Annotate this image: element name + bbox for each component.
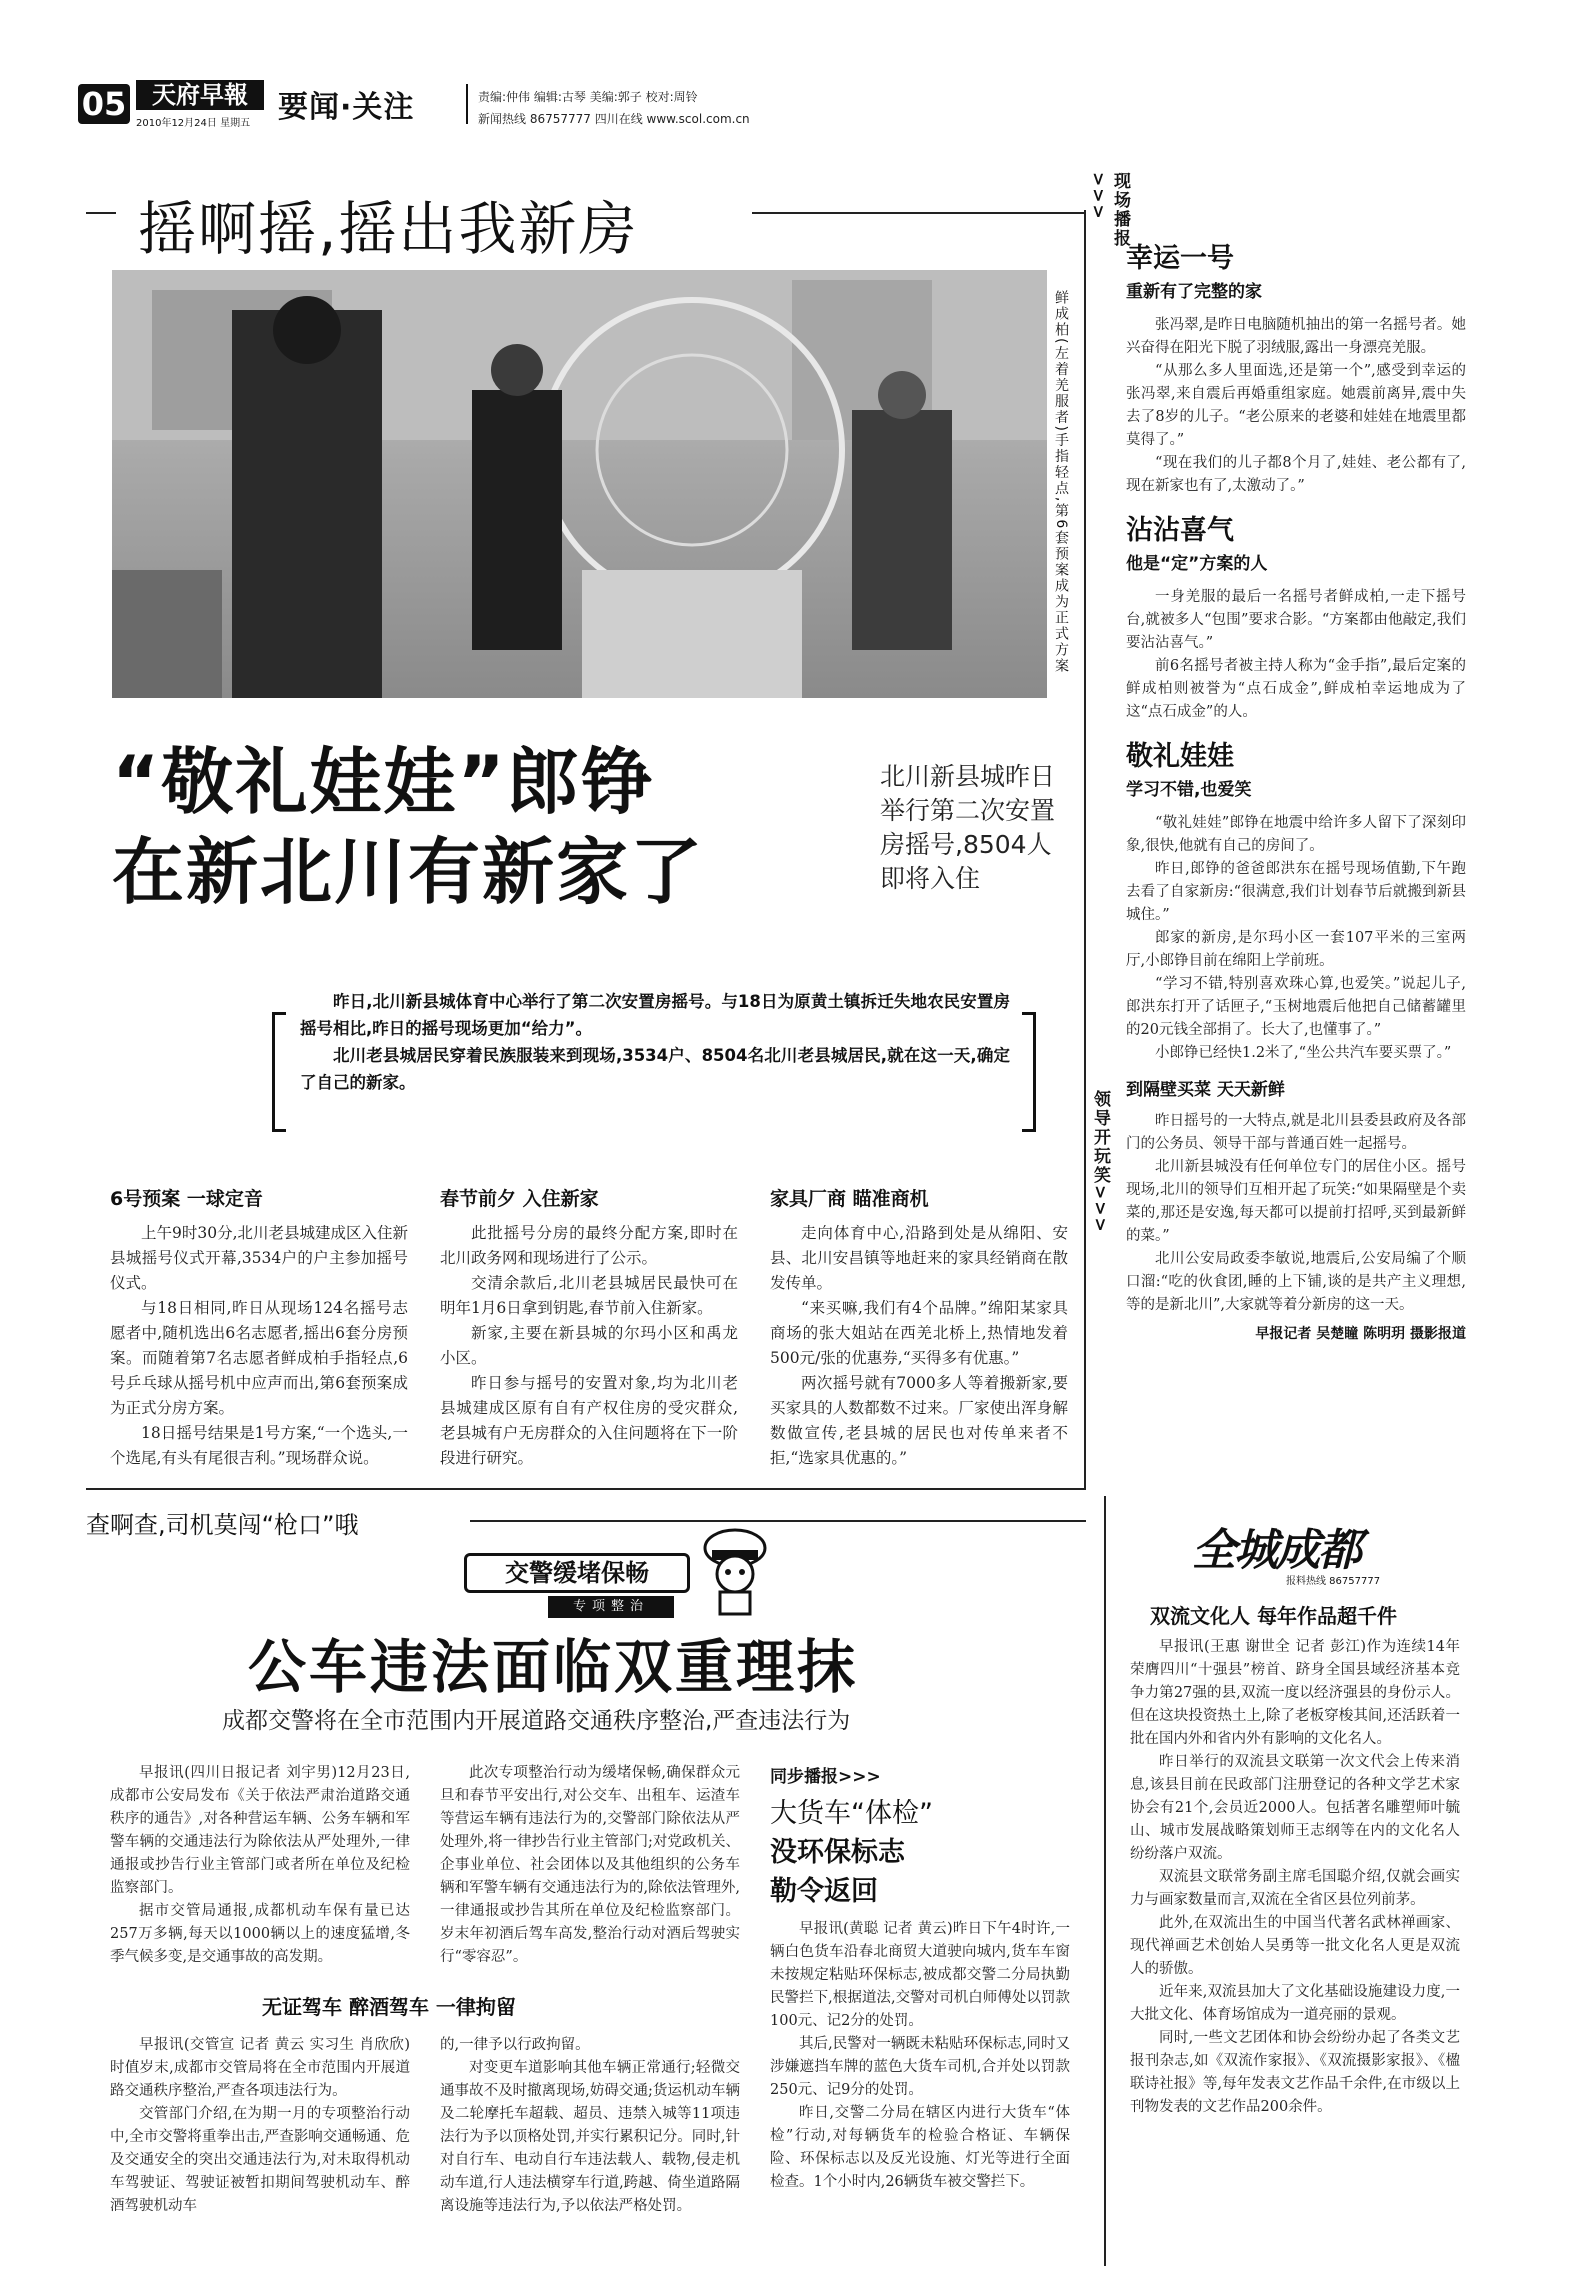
sidebar-paragraph: 张冯翠,是昨日电脑随机抽出的第一名摇号者。她兴奋得在阳光下脱了羽绒服,露出一身漂亮羌服。 xyxy=(1126,317,1466,356)
lead-bracket-right xyxy=(1022,1012,1036,1132)
bottom-paragraph: 据市交管局通报,成都机动车保有量已达257万多辆,每天以1000辆以上的速度猛增,冬季气候多变,是交通事故的高发期。 xyxy=(110,1903,410,1965)
column-paragraph: 走向体育中心,沿路到处是从绵阳、安县、北川安昌镇等地赶来的家具经销商在散发传单。 xyxy=(770,1224,1068,1292)
side-news-label: 同步播报>>> xyxy=(770,1767,881,1787)
sidebar-paragraph: “从那么多人里面选,还是第一个”,感受到幸运的张冯翠,来自震后再婚重组家庭。她震前离异,震中失去了8岁的儿子。“老公原来的老婆和娃娃在地震里都莫得了。” xyxy=(1126,363,1466,448)
header-divider xyxy=(466,84,468,124)
sidebar-paragraph: “敬礼娃娃”郎铮在地震中给许多人留下了深刻印象,很快,他就有自己的房间了。 xyxy=(1126,815,1466,854)
city-column-hotline: 报料热线 86757777 xyxy=(1286,1576,1381,1587)
bottom-subheadline: 成都交警将在全市范围内开展道路交通秩序整治,严查违法行为 xyxy=(222,1708,851,1734)
lead-paragraph-1: 昨日,北川新县城体育中心举行了第二次安置房摇号。与18日为原黄土镇拆迁失地农民安置房摇号相比,昨日的摇号现场更加“给力”。 xyxy=(300,992,1010,1038)
sidebar-paragraph: 小郎铮已经快1.2米了,“坐公共汽车要买票了。” xyxy=(1155,1045,1452,1061)
sidebar-section-title: 沾沾喜气 xyxy=(1126,515,1234,546)
sidebar-paragraph: 昨日,郎铮的爸爸郎洪东在摇号现场值勤,下午跑去看了自家新房:“很满意,我们计划春节后就搬到新县城住。” xyxy=(1126,861,1466,923)
bottom-paragraph: 此次专项整治行动为缓堵保畅,确保群众元旦和春节平安出行,对公交车、出租车、运渣车等营运车辆有违法行为的,交警部门除依法从严处理外,将一律抄告行业主管部门;对党政机关、企事业单位、社会团体以及其他组织的公务车辆和军警车辆有交通违法行为的,除依法管理外,一律通报或抄告其所在单位及纪检监察部门。岁末年初酒后驾车高发,整治行动对酒后驾驶实行“零容忍”。 xyxy=(440,1765,740,1965)
culture-paragraph: 双流县文联常务副主席毛国聪介绍,仅就会画实力与画家数量而言,双流在全省区县位列前茅。 xyxy=(1130,1869,1460,1908)
main-title-line-1: “敬礼娃娃”郎铮 xyxy=(112,740,655,824)
column-paragraph: 上午9时30分,北川老县城建成区入住新县城摇号仪式开幕,3534户的户主参加摇号仪式。 xyxy=(110,1224,409,1292)
bottom-paragraph: 早报讯(交管宣 记者 黄云 实习生 肖欣欣)时值岁末,成都市交管局将在全市范围内开展道路交通秩序整治,严查各项违法行为。 xyxy=(110,2037,410,2099)
bottom-column-2 xyxy=(440,1762,740,1969)
bottom-paragraph: 对变更车道影响其他车辆正常通行;轻微交通事故不及时撤离现场,妨碍交通;货运机动车辆及二轮摩托车超载、超员、违禁入城等11项违法行为予以顶格处罚,并实行累积记分。同时,针对自行车、电动自行车违法载人、载物,侵走机动车道,行人违法横穿车行道,跨越、倚坐道路隔离设施等违法行为,予以依法严格处罚。 xyxy=(440,2060,740,2214)
paper-logo: 天府早報 xyxy=(136,80,264,110)
column-paragraph: 两次摇号就有7000多人等着搬新家,要买家具的人数都数不过来。厂家使出浑身解数做宣传,老县城的居民也对传单来者不拒,“选家具优惠的。” xyxy=(770,1374,1068,1467)
sidebar-section-2 xyxy=(1126,508,1466,724)
sidebar-section-subtitle: 重新有了完整的家 xyxy=(1126,282,1262,302)
section-2-heading: 无证驾车 醉酒驾车 一律拘留 xyxy=(262,1995,516,2019)
sidebar-paragraph: “现在我们的儿子都8个月了,娃娃、老公都有了,现在新家也有了,太激动了。” xyxy=(1126,455,1466,494)
date-line: 2010年12月24日 星期五 xyxy=(136,118,251,129)
column-paragraph: “来买嘛,我们有4个品牌。”绵阳某家具商场的张大姐站在西羌北桥上,热情地发着500元/张的优惠券,“买得多有优惠。” xyxy=(770,1299,1068,1367)
sidebar-paragraph: “学习不错,特别喜欢珠心算,也爱笑。”说起儿子,郎洪东打开了话匣子,“玉树地震后他把自己储蓄罐里的20元钱全部捐了。长大了,也懂事了。” xyxy=(1126,976,1466,1038)
culture-paragraph: 同时,一些文艺团体和协会纷纷办起了各类文艺报刊杂志,如《双流作家报》、《双流摄影家报》、《楹联诗社报》等,每年发表文艺作品千余件,在市级以上刊物发表的文艺作品200余件。 xyxy=(1130,2030,1460,2115)
traffic-police-mascot-icon xyxy=(690,1518,780,1618)
sidebar-paragraph: 北川公安局政委李敏说,地震后,公安局编了个顺口溜:“吃的伙食团,睡的上下铺,谈的是共产主义理想,等的是新北川”,大家就等着分新房的这一天。 xyxy=(1126,1251,1466,1313)
sidebar-section-1 xyxy=(1126,236,1466,498)
bottom-kicker: 查啊查,司机莫闯“枪口”哦 xyxy=(86,1505,369,1540)
lead-paragraph-2: 北川老县城居民穿着民族服装来到现场,3534户、8504名北川老县城居民,就在这一天,确定了自己的新家。 xyxy=(300,1046,1010,1092)
sidebar-paragraph: 昨日摇号的一大特点,就是北川县委县政府及各部门的公务员、领导干部与普通百姓一起摇号。 xyxy=(1126,1113,1466,1152)
photo-caption: 鲜成柏(左着羌服者)手指轻点,第6套预案成为正式方案 xyxy=(1053,290,1069,675)
column-paragraph: 新家,主要在新县城的尔玛小区和禹龙小区。 xyxy=(440,1324,738,1367)
sidebar-section-subtitle: 学习不错,也爱笑 xyxy=(1126,780,1252,800)
campaign-badge-sub: 专项整治 xyxy=(548,1596,674,1618)
column-heading: 6号预案 一球定音 xyxy=(110,1188,263,1210)
section-title: 要闻·关注 xyxy=(278,90,415,125)
column-paragraph: 交清余款后,北川老县城居民最快可在明年1月6日拿到钥匙,春节前入住新家。 xyxy=(440,1274,738,1317)
sidebar-byline: 早报记者 吴楚瞳 陈明玥 摄影报道 xyxy=(1255,1326,1466,1342)
column-paragraph: 昨日参与摇号的安置对象,均为北川老县城建成区原有自有产权住房的受灾群众,老县城有户无房群众的入住问题将在下一阶段进行研究。 xyxy=(440,1374,738,1467)
column-paragraph: 18日摇号结果是1号方案,“一个选头,一个选尾,有头有尾很吉利。”现场群众说。 xyxy=(110,1424,408,1467)
sidebar-section-3 xyxy=(1126,734,1466,1065)
sidebar-section-title: 幸运一号 xyxy=(1126,243,1234,274)
bottom-paragraph: 的,一律予以行政拘留。 xyxy=(440,2037,590,2053)
bottom-paragraph: 交管部门介绍,在为期一月的专项整治行动中,全市交警将重拳出击,严查影响交通畅通、危及交通安全的突出交通违法行为,对未取得机动车驾驶证、驾驶证被暂扣期间驾驶机动车、醉酒驾驶机动车 xyxy=(110,2106,410,2214)
bottom-headline: 公车违法面临双重理抹 xyxy=(248,1633,859,1701)
sidebar-paragraph: 前6名摇号者被主持人称为“金手指”,最后定案的鲜成柏则被誉为“点石成金”,鲜成柏幸运地成为了这“点石成金”的人。 xyxy=(1126,658,1466,720)
photo-illustration xyxy=(112,270,1047,698)
culture-paragraph: 近年来,双流县加大了文化基础设施建设力度,一大批文化、体育场馆成为一道亮丽的景观。 xyxy=(1130,1984,1460,2023)
culture-article xyxy=(1130,1636,1460,2119)
story-summary: 北川新县城昨日举行第二次安置房摇号,8504人即将入住 xyxy=(880,762,1056,893)
sidebar-paragraph: 一身羌服的最后一名摇号者鲜成柏,一走下摇号台,就被多人“包围”要求合影。“方案都由他敲定,我们要沾沾喜气。” xyxy=(1126,589,1466,651)
sidebar-paragraph: 北川新县城没有任何单位专门的居住小区。摇号现场,北川的领导们互相开起了玩笑:“如果隔壁是个卖菜的,那还是安逸,每天都可以提前打招呼,买到最新鲜的菜。” xyxy=(1126,1159,1466,1244)
city-column-logo: 全城成都 xyxy=(1192,1525,1360,1576)
bottom-paragraph: 早报讯(四川日报记者 刘宇男)12月23日,成都市公安局发布《关于依法严肃治道路交通秩序的通告》,对各种营运车辆、公务车辆和军警车辆的交通违法行为除依法从严处理外,一律通报或抄告行业主管部门或者所在单位及纪检监察部门。 xyxy=(110,1765,410,1896)
sidebar-section-title: 到隔壁买菜 天天新鲜 xyxy=(1126,1080,1285,1100)
sidebar-section-4 xyxy=(1126,1075,1466,1343)
story-column-2 xyxy=(440,1184,738,1471)
main-title-line-2: 在新北川有新家了 xyxy=(112,830,705,914)
bottom-right-divider xyxy=(1104,1496,1106,2266)
top-headline: 摇啊摇,摇出我新房 xyxy=(128,182,648,266)
section-2-column-1 xyxy=(110,2034,410,2218)
editors-line: 责编:仲伟 编辑:古琴 美编:郭子 校对:周铃 xyxy=(478,90,698,104)
section-2-column-2 xyxy=(440,2034,740,2218)
sidebar-section-title: 敬礼娃娃 xyxy=(1126,741,1234,772)
sidebar-section-subtitle: 他是“定”方案的人 xyxy=(1126,554,1268,574)
culture-headline: 双流文化人 每年作品超千件 xyxy=(1150,1604,1397,1628)
column-heading: 家具厂商 瞄准商机 xyxy=(770,1188,929,1210)
leader-joke-label: 领导开玩笑>>> xyxy=(1090,1090,1110,1234)
column-paragraph: 与18日相同,昨日从现场124名摇号志愿者中,随机选出6名志愿者,摇出6套分房预案。而随着第7名志愿者鲜成柏手指轻点,6号乒乓球从摇号机中应声而出,第6套预案成为正式分房方案。 xyxy=(110,1299,408,1417)
side-news-title-2: 没环保标志 xyxy=(770,1837,905,1868)
headline-rule-left xyxy=(86,212,116,214)
sidebar-top xyxy=(1126,236,1466,1343)
story-column-1 xyxy=(110,1184,408,1471)
hotline-line: 新闻热线 86757777 四川在线 www.scol.com.cn xyxy=(478,112,750,126)
lead-box xyxy=(300,988,1010,1096)
page-number: 05 xyxy=(78,84,130,124)
column-heading: 春节前夕 入住新家 xyxy=(440,1188,599,1210)
side-news-title-1: 大货车“体检” xyxy=(770,1798,933,1829)
headline-rule-right xyxy=(752,212,1086,214)
lottery-photo xyxy=(112,270,1047,698)
side-news-paragraph: 其后,民警对一辆既未粘贴环保标志,同时又涉嫌遮挡车牌的蓝色大货车司机,合并处以罚款250元、记9分的处罚。 xyxy=(770,2036,1070,2098)
sidebar-paragraph: 郎家的新房,是尔玛小区一套107平米的三室两厅,小郎铮目前在绵阳上学前班。 xyxy=(1126,930,1466,969)
live-report-label: 现场播报>>> xyxy=(1088,172,1130,248)
side-news-title-3: 勒令返回 xyxy=(770,1876,878,1907)
side-news xyxy=(770,1762,1070,2194)
lead-bracket-left xyxy=(272,1012,286,1132)
culture-paragraph: 此外,在双流出生的中国当代著名武林禅画家、现代禅画艺术创始人吴勇等一批文化名人更是双流人的骄傲。 xyxy=(1130,1915,1460,1977)
bottom-column-1 xyxy=(110,1762,410,1969)
culture-paragraph: 早报讯(王惠 谢世全 记者 彭江)作为连续14年荣膺四川“十强县”榜首、跻身全国县域经济基本竞争力第27强的县,双流一度以经济强县的身份示人。但在这块投资热土上,除了老板穿梭其间,还活跃着一批在国内外和省内外有影响的文化名人。 xyxy=(1130,1639,1460,1747)
story-column-3 xyxy=(770,1184,1068,1471)
campaign-badge: 交警缓堵保畅 xyxy=(464,1553,690,1593)
side-news-paragraph: 早报讯(黄聪 记者 黄云)昨日下午4时许,一辆白色货车沿春北商贸大道驶向城内,货车车窗未按规定粘贴环保标志,被成都交警二分局执勤民警拦下,根据道法,交警对司机白师傅处以罚款100元、记2分的处罚。 xyxy=(770,1921,1070,2029)
column-paragraph: 此批摇号分房的最终分配方案,即时在北川政务网和现场进行了公示。 xyxy=(440,1224,738,1267)
culture-paragraph: 昨日举行的双流县文联第一次文代会上传来消息,该县目前在民政部门注册登记的各种文学艺术家协会有21个,会员近2000人。包括著名雕塑师叶毓山、城市发展战略策划师王志纲等在内的文化名人纷纷落户双流。 xyxy=(1130,1754,1460,1862)
side-news-paragraph: 昨日,交警二分局在辖区内进行大货车“体检”行动,对每辆货车的检验合格证、车辆保险、环保标志以及反光设施、灯光等进行全面检查。1个小时内,26辆货车被交警拦下。 xyxy=(770,2105,1070,2190)
